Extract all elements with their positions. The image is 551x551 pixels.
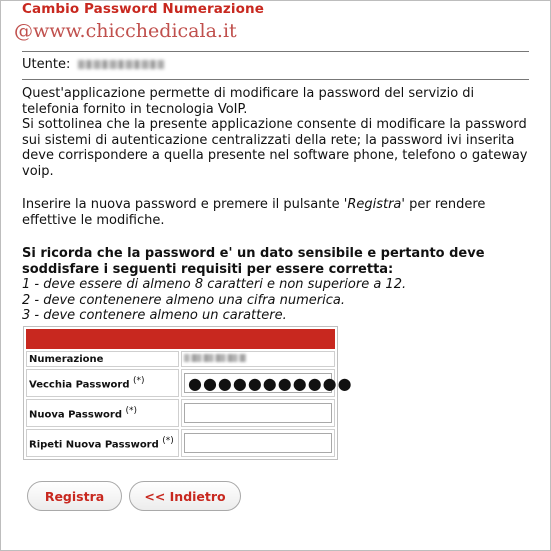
user-label: Utente: — [22, 57, 71, 72]
instructions-prefix: Inserire la nuova password e premere il pulsante ' — [22, 197, 348, 212]
user-row — [22, 57, 164, 72]
old-password-input[interactable]: ●●●●●●●●●●● — [184, 373, 332, 393]
requirement-3: 3 - deve contenere almeno un carattere. — [22, 308, 287, 324]
repeat-password-label-cell — [26, 429, 179, 457]
repeat-password-label: Ripeti Nuova Password — [29, 439, 159, 451]
new-password-cell — [181, 399, 335, 427]
instructions-button-ref: Registra — [347, 197, 402, 212]
repeat-password-input[interactable] — [184, 433, 332, 453]
intro-line-2: Si sottolinea che la presente applicazione consente di modificare la password sui sistemi di autenticazione centralizzati della rete; la password ivi inserita deve corrispondere a quella presente nel software phone, telefono o gateway voip. — [22, 117, 528, 179]
requirements-heading: Si ricorda che la password e' un dato sensibile e pertanto deve soddisfare i seguenti requisiti per essere corretta: — [22, 246, 485, 277]
required-mark: (*) — [125, 405, 138, 416]
register-button[interactable]: Registra — [27, 481, 122, 511]
old-password-cell — [181, 369, 353, 397]
form-row-numerazione — [26, 351, 335, 367]
repeat-password-cell — [181, 429, 335, 457]
new-password-input[interactable] — [184, 403, 332, 423]
user-name-redacted — [78, 60, 164, 69]
form-row-repeat-password — [26, 429, 335, 457]
requirements-block — [22, 246, 532, 324]
instructions-text — [22, 197, 522, 228]
divider-user — [22, 79, 529, 80]
numerazione-label: Numerazione — [26, 351, 179, 367]
new-password-label: Nuova Password — [29, 409, 123, 421]
requirement-2: 2 - deve contenenere almeno una cifra numerica. — [22, 292, 345, 308]
requirement-1: 1 - deve essere di almeno 8 caratteri e non superiore a 12. — [22, 277, 407, 293]
instructions-suffix: ' per rendere effettive le modifiche. — [22, 197, 486, 228]
new-password-label-cell — [26, 399, 179, 427]
intro-text — [22, 86, 532, 180]
divider-top — [22, 51, 529, 52]
intro-line-1: Quest'applicazione permette di modificare la password del servizio di telefonia fornito in tecnologia VoIP. — [22, 86, 475, 117]
page-title: Cambio Password Numerazione — [22, 1, 264, 17]
required-mark: (*) — [162, 435, 174, 446]
watermark: @www.chicchedicala.it — [14, 20, 237, 42]
numerazione-value — [181, 351, 335, 367]
form-header-bar — [26, 329, 335, 349]
numerazione-redacted — [184, 354, 246, 362]
back-button[interactable]: << Indietro — [129, 481, 241, 511]
required-mark: (*) — [133, 375, 145, 386]
form-row-new-password — [26, 399, 335, 427]
old-password-label: Vecchia Password — [29, 379, 130, 391]
old-password-label-cell — [26, 369, 179, 397]
password-form — [23, 326, 353, 460]
form-row-old-password — [26, 369, 335, 397]
